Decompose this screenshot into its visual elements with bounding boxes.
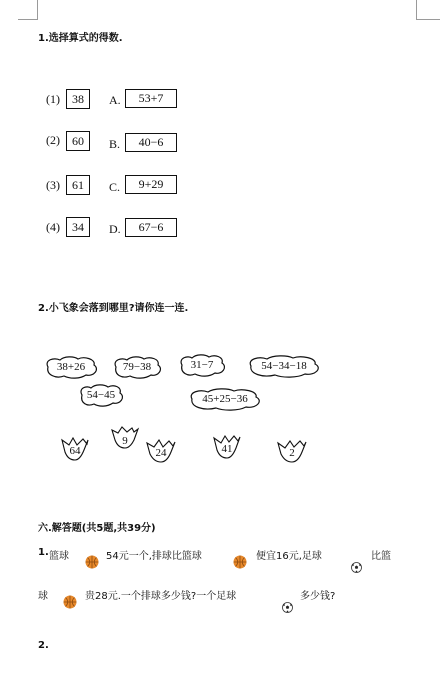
q1-answer-box: 60 [66, 131, 90, 151]
q1-answer-box: 38 [66, 89, 90, 109]
q1-row-label: (4) [46, 220, 60, 234]
expression-cloud [245, 355, 323, 377]
crop-mark-right-h [416, 19, 440, 20]
cloud-expression: 79−38 [122, 361, 152, 373]
crop-mark-right-v [416, 0, 417, 20]
q2-title: 2.小飞象会落到哪里?请你连一连. [38, 303, 189, 314]
problem-1-text: 贵28元.一个排球多少钱?一个足球 [85, 591, 237, 602]
crop-mark-left-v [37, 0, 38, 20]
q1-expression-box: 9+29 [125, 175, 177, 194]
section-heading: 六.解答题(共5题,共39分) [38, 523, 156, 534]
cloud-expression: 54−34−18 [261, 360, 307, 372]
pad-number: 24 [155, 447, 167, 459]
soccer-ball-icon [282, 598, 293, 609]
q1-row-label: (2) [46, 133, 60, 147]
q1-answer-box: 61 [66, 175, 90, 195]
expression-cloud [186, 388, 264, 410]
problem-1-text: 54元一个,排球比篮球 [106, 551, 202, 562]
q1-option-letter: A. [109, 93, 121, 107]
expression-cloud [76, 384, 126, 406]
expression-cloud [110, 356, 164, 378]
lily-pad [110, 426, 140, 450]
problem-1-number: 1. [38, 547, 49, 558]
q1-expression-box: 40−6 [125, 133, 177, 152]
crop-mark-left-h [18, 19, 38, 20]
q1-option-letter: C. [109, 180, 121, 194]
lily-pad [212, 434, 242, 460]
q1-expression-box: 53+7 [125, 89, 177, 108]
lily-pad [145, 438, 177, 464]
expression-cloud [176, 354, 228, 376]
basketball-icon [85, 554, 99, 568]
q1-row-label: (1) [46, 92, 60, 106]
pad-number: 41 [221, 443, 233, 455]
q1-expression-box: 67−6 [125, 218, 177, 237]
basketball-icon [63, 594, 77, 608]
q1-option-letter: D. [109, 222, 121, 236]
q1-option-letter: B. [109, 137, 121, 151]
pad-number: 64 [69, 445, 81, 457]
expression-cloud [42, 356, 100, 378]
q1-answer-box: 34 [66, 217, 90, 237]
pad-number: 2 [289, 447, 295, 459]
lily-pad [276, 438, 308, 464]
problem-1-text: 篮球 [49, 551, 69, 562]
problem-2-number: 2. [38, 640, 49, 651]
problem-1-text: 球 [38, 591, 48, 602]
cloud-expression: 38+26 [56, 361, 86, 373]
cloud-expression: 54−45 [86, 389, 116, 401]
problem-1-text: 多少钱? [300, 591, 336, 602]
soccer-ball-icon [351, 558, 362, 569]
pad-number: 9 [122, 435, 128, 447]
basketball-icon [233, 554, 247, 568]
problem-1-text: 便宜16元,足球 [256, 551, 322, 562]
q1-title: 1.选择算式的得数. [38, 33, 123, 44]
cloud-expression: 31−7 [190, 359, 214, 371]
lily-pad [60, 436, 90, 462]
problem-1-text: 比篮 [371, 551, 391, 562]
cloud-expression: 45+25−36 [202, 393, 248, 405]
q1-row-label: (3) [46, 178, 60, 192]
